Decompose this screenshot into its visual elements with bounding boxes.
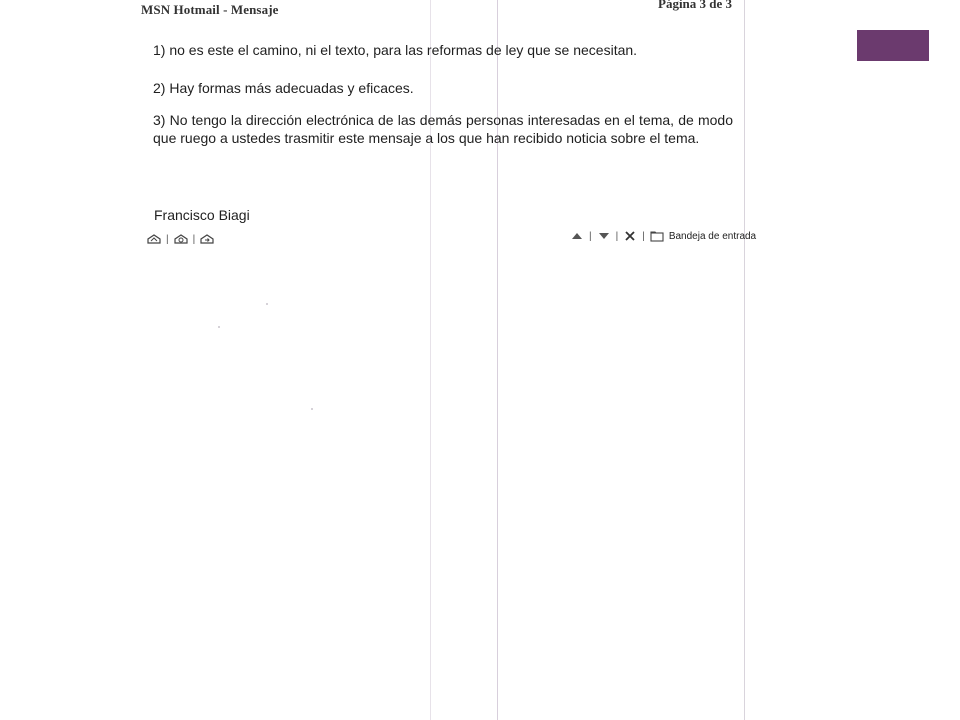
paper-fold-line (430, 0, 431, 720)
toolbar-separator: | (642, 230, 645, 242)
inbox-link[interactable]: Bandeja de entrada (668, 230, 757, 242)
delete-icon[interactable] (623, 230, 637, 242)
toolbar-separator: | (615, 230, 619, 242)
toolbar-separator: | (166, 233, 169, 245)
scan-speck (311, 408, 313, 410)
message-actions-toolbar (147, 233, 214, 245)
message-paragraph-1: 1) no es este el camino, ni el texto, para las reformas de ley que se necesitan. (153, 42, 638, 58)
reply-all-icon[interactable] (174, 233, 188, 245)
page-header-title: MSN Hotmail - Mensaje (141, 2, 279, 17)
scan-speck (266, 303, 268, 305)
toolbar-separator: | (589, 230, 592, 242)
page-number: Página 3 de 3 (658, 0, 733, 11)
message-signature: Francisco Biagi (154, 207, 250, 223)
toolbar-separator: | (192, 233, 196, 245)
purple-accent-block (857, 30, 929, 61)
scan-speck (218, 326, 220, 328)
paper-edge (744, 0, 745, 720)
message-paragraph-2: 2) Hay formas más adecuadas y eficaces. (153, 80, 414, 96)
inbox-folder-icon[interactable] (650, 230, 664, 242)
message-navigation-toolbar (570, 230, 756, 242)
paper-fold-line (497, 0, 498, 720)
next-message-icon[interactable] (597, 230, 611, 242)
reply-icon[interactable] (147, 233, 161, 245)
forward-icon[interactable] (200, 233, 214, 245)
message-paragraph-3: 3) No tengo la dirección electrónica de las demás personas interesadas en el tema, de modo que ruego a ustedes trasmitir este mensaje a los que han recibido noticia sobre el tema. (153, 112, 733, 146)
previous-message-icon[interactable] (570, 230, 584, 242)
